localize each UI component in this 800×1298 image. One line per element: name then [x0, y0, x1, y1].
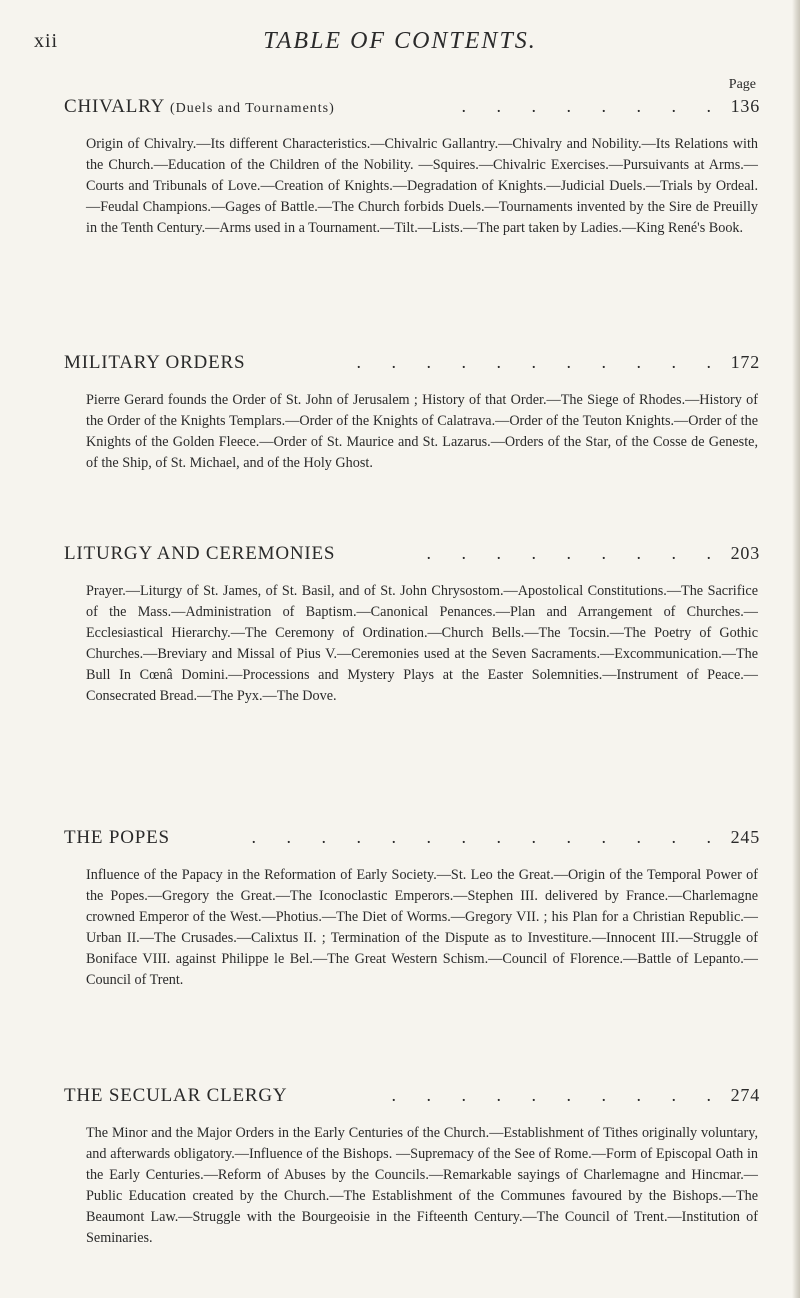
- leader-dots: . . . . . . . . . . .: [356, 352, 724, 372]
- leader-dots: . . . . . . . . .: [426, 543, 724, 563]
- section-heading: [64, 1085, 760, 1113]
- toc-section-military-orders: [64, 352, 760, 474]
- section-title: THE POPES: [64, 827, 170, 848]
- toc-section-popes: [64, 827, 760, 991]
- section-title: CHIVALRY: [64, 96, 165, 117]
- section-page-number: 172: [730, 352, 760, 372]
- section-page-number: 274: [730, 1085, 760, 1105]
- section-subtitle: (Duels and Tournaments): [169, 101, 335, 116]
- section-page-number: 245: [730, 827, 760, 847]
- page-folio: xii: [34, 30, 59, 52]
- section-summary: Origin of Chivalry.—Its different Characteristics.—Chivalric Gallantry.—Chivalry and Nobility.—Its Relations with the Church.—Education of the Children of the Nobility. —Squires.—Chivalric Exercises.—Pursuivants at Arms.—Courts and Tribunals of Love.—Creation of Knights.—Degradation of Knights.—Judicial Duels.—Trials by Ordeal.—Feudal Champions.—Gages of Battle.—The Church forbids Duels.—Tournaments invented by the Sire de Preuilly in the Tenth Century.—Arms used in a Tournament.—Tilt.—Lists.—The part taken by Ladies.—King René's Book.: [86, 136, 758, 236]
- toc-section-secular-clergy: [64, 1085, 760, 1249]
- running-title: TABLE OF CONTENTS.: [263, 28, 537, 54]
- leader-dots: . . . . . . . .: [461, 96, 724, 116]
- section-summary: Influence of the Papacy in the Reformation of Early Society.—St. Leo the Great.—Origin of the Temporal Power of the Popes.—Gregory the Great.—The Iconoclastic Emperors.—Stephen III. delivered by France.—Charlemagne crowned Emperor of the West.—Photius.—The Diet of Worms.—Gregory VII. ; his Plan for a Christian Republic.—Urban II.—The Crusades.—Calixtus II. ; Termination of the Dispute as to Investiture.—Innocent III.—Struggle of Boniface VIII. against Philippe le Bel.—The Great Western Schism.—Council of Florence.—Battle of Lepanto.—Council of Trent.: [86, 867, 758, 988]
- section-heading: [64, 96, 760, 124]
- running-head: [0, 24, 800, 54]
- section-title: LITURGY AND CEREMONIES: [64, 543, 336, 564]
- section-title-row: [64, 96, 335, 118]
- section-title: MILITARY ORDERS: [64, 352, 246, 373]
- section-summary: Prayer.—Liturgy of St. James, of St. Basil, and of St. John Chrysostom.—Apostolical Constitutions.—The Sacrifice of the Mass.—Administration of Baptism.—Canonical Penances.—Plan and Arrangement of Churches.—Ecclesiastical Hierarchy.—The Ceremony of Ordination.—Church Bells.—The Tocsin.—The Poetry of Gothic Churches.—Breviary and Missal of Pius V.—Ceremonies used at the Seven Sacraments.—Excommunication.—The Bull In Cœnâ Domini.—Processions and Mystery Plays at the Easter Solemnities.—Instrument of Peace.—Consecrated Bread.—The Pyx.—The Dove.: [86, 583, 758, 704]
- section-heading: [64, 352, 760, 380]
- toc-section-chivalry: [64, 96, 760, 239]
- section-page-number: 136: [730, 96, 760, 116]
- leader-dots: . . . . . . . . . . . . . .: [251, 827, 724, 847]
- page-edge-shadow: [792, 0, 800, 1298]
- section-page-number: 203: [730, 543, 760, 563]
- section-summary: Pierre Gerard founds the Order of St. John of Jerusalem ; History of that Order.—The Siege of Rhodes.—History of the Order of the Knights Templars.—Order of the Knights of Calatrava.—Order of the Teuton Knights.—Order of the Knights of the Golden Fleece.—Order of St. Maurice and St. Lazarus.—Orders of the Star, of the Cosse de Geneste, of the Ship, of St. Michael, and of the Holy Ghost.: [86, 392, 758, 471]
- section-heading: [64, 827, 760, 855]
- section-summary: The Minor and the Major Orders in the Early Centuries of the Church.—Establishment of Tithes originally voluntary, and afterwards obligatory.—Influence of the Bishops. —Supremacy of the See of Rome.—Form of Episcopal Oath in the Early Centuries.—Reform of Abuses by the Councils.—Remarkable sayings of Charlemagne and Hincmar.—Public Education created by the Church.—The Establishment of the Communes favoured by the Bishops.—The Beaumont Law.—Struggle with the Bourgeoisie in the Fifteenth Century.—The Council of Trent.—Institution of Seminaries.: [86, 1125, 758, 1246]
- toc-section-liturgy: [64, 543, 760, 707]
- leader-dots: . . . . . . . . . .: [391, 1085, 724, 1105]
- page-column-label: Page: [728, 77, 756, 92]
- section-title: THE SECULAR CLERGY: [64, 1085, 288, 1106]
- section-heading: [64, 543, 760, 571]
